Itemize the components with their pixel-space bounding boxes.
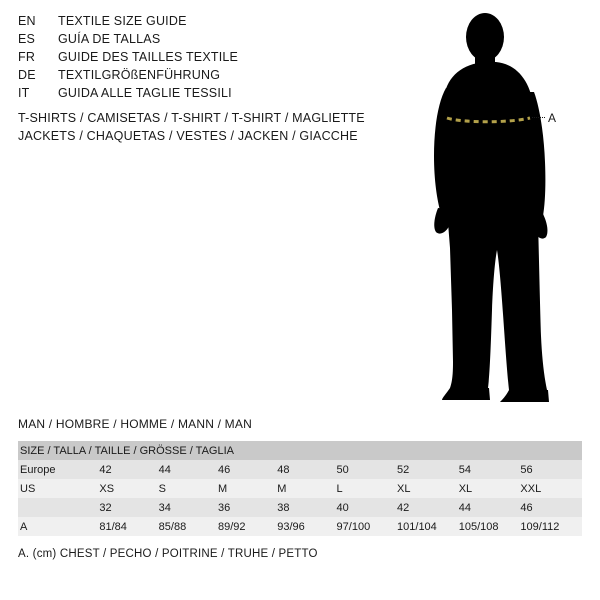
table-row [18, 517, 582, 536]
table-row [18, 498, 582, 517]
category-block [18, 111, 418, 147]
cell-value: 56 [520, 460, 582, 479]
cell-value: XS [99, 479, 158, 498]
male-silhouette-figure [400, 10, 600, 410]
footnote-chest-measure: A. (cm) CHEST / PECHO / POITRINE / TRUHE / PETTO [18, 548, 318, 560]
language-text: GUIDE DES TAILLES TEXTILE [58, 50, 239, 64]
cell-value: 38 [277, 498, 336, 517]
language-row [18, 14, 388, 32]
language-row [18, 32, 388, 50]
cell-value: M [218, 479, 277, 498]
silhouette-icon [400, 10, 600, 410]
cell-value: 42 [397, 498, 459, 517]
cell-value: XL [397, 479, 459, 498]
cell-value: S [159, 479, 218, 498]
language-code: IT [18, 86, 30, 100]
cell-value: XL [459, 479, 521, 498]
language-code: FR [18, 50, 36, 64]
language-row [18, 86, 388, 104]
table-header-row [18, 441, 582, 460]
cell-value: XXL [520, 479, 582, 498]
table-row [18, 460, 582, 479]
cell-value: 46 [218, 460, 277, 479]
row-label-us-numeric [18, 498, 99, 517]
size-table [18, 441, 582, 536]
language-header-block [18, 14, 388, 104]
cell-value: 101/104 [397, 517, 459, 536]
cell-value: 44 [459, 498, 521, 517]
language-code: DE [18, 68, 36, 82]
cell-value: 85/88 [159, 517, 218, 536]
cell-value: 48 [277, 460, 336, 479]
language-code: EN [18, 14, 36, 28]
language-text: TEXTILGRÖßENFÜHRUNG [58, 68, 221, 82]
language-row [18, 68, 388, 86]
cell-value: 105/108 [459, 517, 521, 536]
cell-value: 54 [459, 460, 521, 479]
table-title-man: MAN / HOMBRE / HOMME / MANN / MAN [18, 417, 252, 431]
language-text: GUÍA DE TALLAS [58, 32, 161, 46]
cell-value: 97/100 [337, 517, 397, 536]
cell-value: 32 [99, 498, 158, 517]
callout-label-a: A [548, 111, 557, 125]
cell-value: L [337, 479, 397, 498]
cell-value: 81/84 [99, 517, 158, 536]
cell-value: M [277, 479, 336, 498]
cell-value: 40 [337, 498, 397, 517]
cell-value: 109/112 [520, 517, 582, 536]
table-header-label: SIZE / TALLA / TAILLE / GRÖSSE / TAGLIA [18, 441, 582, 460]
callout-dash-line [532, 117, 545, 118]
language-row [18, 50, 388, 68]
language-text: GUIDA ALLE TAGLIE TESSILI [58, 86, 232, 100]
cell-value: 50 [337, 460, 397, 479]
table-row [18, 479, 582, 498]
cell-value: 93/96 [277, 517, 336, 536]
row-label-a: A [18, 517, 99, 536]
cell-value: 46 [520, 498, 582, 517]
language-code: ES [18, 32, 36, 46]
cell-value: 34 [159, 498, 218, 517]
category-line-jackets: JACKETS / CHAQUETAS / VESTES / JACKEN / GIACCHE [18, 129, 358, 143]
row-label-europe: Europe [18, 460, 99, 479]
category-line-tshirts: T-SHIRTS / CAMISETAS / T-SHIRT / T-SHIRT / MAGLIETTE [18, 111, 365, 125]
cell-value: 36 [218, 498, 277, 517]
cell-value: 42 [99, 460, 158, 479]
cell-value: 89/92 [218, 517, 277, 536]
language-text: TEXTILE SIZE GUIDE [58, 14, 187, 28]
cell-value: 52 [397, 460, 459, 479]
cell-value: 44 [159, 460, 218, 479]
row-label-us: US [18, 479, 99, 498]
